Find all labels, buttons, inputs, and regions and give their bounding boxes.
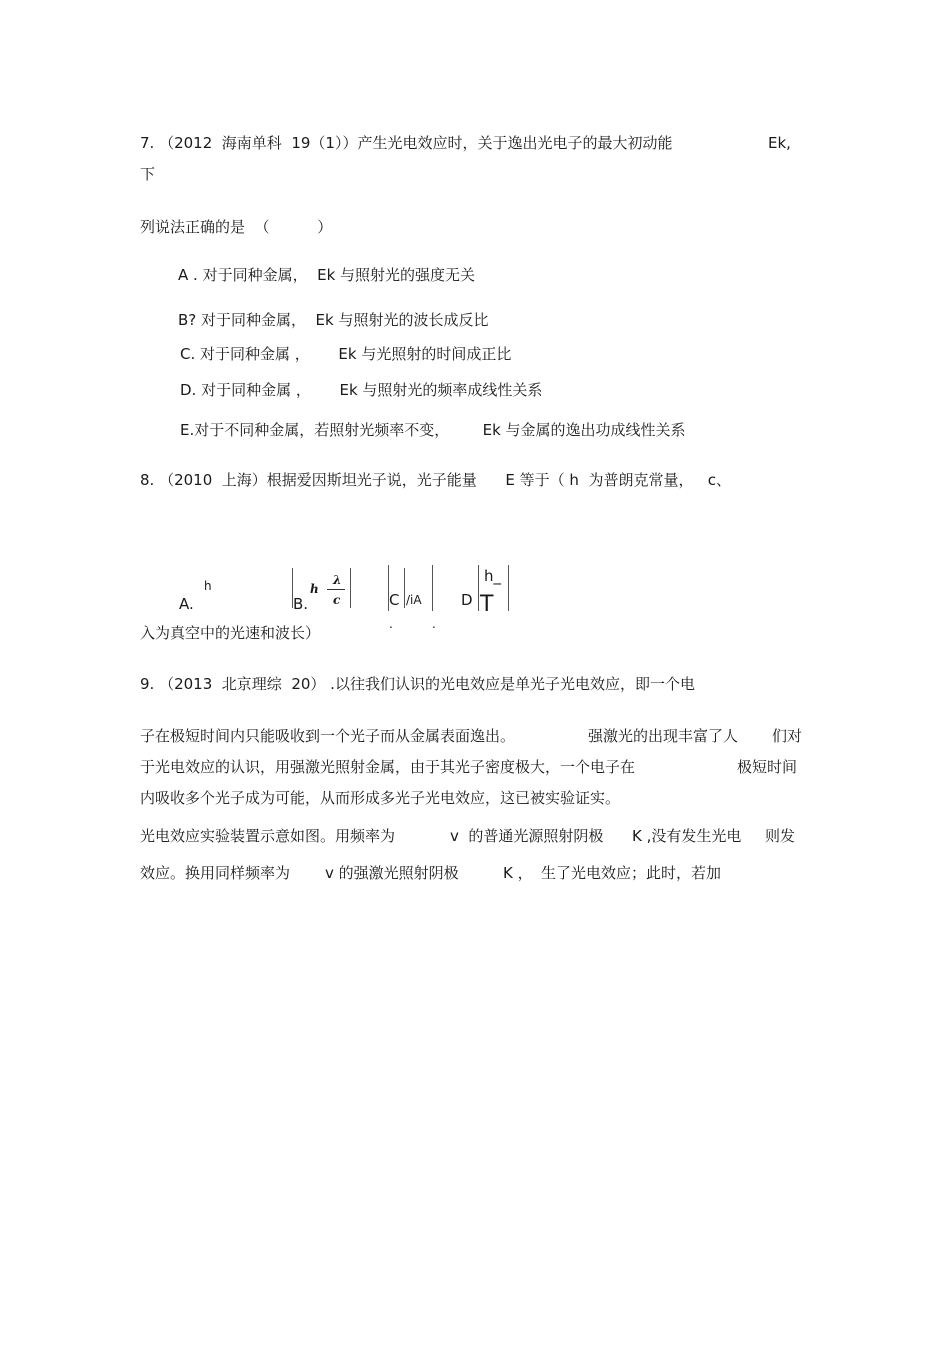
q9-line2c: 们对: [772, 727, 803, 745]
q8-opt-b-bar-right: [350, 568, 351, 608]
q9-line1: 9. （2013 北京理综 20） .以往我们认识的光电效应是单光子光电效应，即一个电: [140, 675, 695, 693]
q8-opt-c-bar-mid: [404, 568, 405, 608]
q9-line5c: K ,没有发生光电: [632, 827, 742, 845]
q9-line6c: K ，: [503, 864, 533, 882]
q7-option-d: D. 对于同种金属 ， Ek 与照射光的频率成线性关系: [180, 381, 543, 399]
q8-opt-c-text: /iA: [406, 593, 422, 607]
q7-line1b: 下: [140, 165, 156, 183]
q9-line6b: v 的强激光照射阴极: [325, 864, 459, 882]
q9-line2a: 子在极短时间内只能吸收到一个光子而从金属表面逸出。: [140, 727, 516, 745]
q7-option-a: A . 对于同种金属， Ek 与照射光的强度无关: [178, 266, 476, 284]
q9-line6a: 效应。换用同样频率为: [140, 864, 291, 882]
q9-line5d: 则发: [765, 827, 796, 845]
q8-opt-c-dot-2: .: [432, 617, 436, 631]
q7-line1: 7. （2012 海南单科 19（1））产生光电效应时，关于逸出光电子的最大初动能: [140, 134, 673, 152]
q9-line6d: 生了光电效应；此时，若加: [541, 864, 722, 882]
q7-option-c: C. 对于同种金属 ， Ek 与光照射的时间成正比: [180, 345, 512, 363]
q8-opt-b-label: B.: [293, 595, 309, 613]
q8-line2: 入为真空中的光速和波长）: [140, 624, 321, 642]
q7-ek: Ek,: [768, 134, 791, 152]
q8-opt-d-bar-right: [508, 565, 509, 611]
q8-line1: 8. （2010 上海）根据爱因斯坦光子说，光子能量 E 等于（ h 为普朗克常量， c、: [140, 471, 732, 489]
q8-opt-c-bar-right: [432, 565, 433, 611]
q7-line2: 列说法正确的是 （ ）: [140, 218, 333, 236]
q7-option-b: B? 对于同种金属， Ek 与照射光的波长成反比: [178, 311, 489, 329]
q8-opt-a-h: h: [204, 579, 212, 593]
q8-opt-c-dot-1: .: [389, 617, 393, 631]
q9-line4: 内吸收多个光子成为可能，从而形成多光子光电效应，这已被实验证实。: [140, 789, 621, 807]
q7-option-e: E.对于不同种金属，若照射光频率不变， Ek 与金属的逸出功成线性关系: [180, 421, 686, 439]
q8-opt-d-bottom: T: [480, 592, 494, 617]
q9-line5b: v 的普通光源照射阴极: [450, 827, 604, 845]
q8-opt-b-num: λ: [333, 573, 342, 587]
q8-opt-c-label: C: [389, 591, 400, 609]
q8-opt-a-label: A.: [179, 595, 194, 613]
q8-opt-b-h: h: [310, 582, 319, 596]
q9-line2b: 强激光的出现丰富了人: [588, 727, 739, 745]
q8-opt-d-bar-left: [478, 565, 479, 611]
q8-opt-d-label: D: [461, 591, 473, 609]
q9-line5a: 光电效应实验装置示意如图。用频率为: [140, 827, 396, 845]
q8-opt-b-den: c: [333, 593, 341, 607]
q8-opt-d-top: h_: [484, 567, 502, 585]
q9-line3b: 极短时间: [737, 758, 798, 776]
q9-line3a: 于光电效应的认识，用强激光照射金属，由于其光子密度极大，一个电子在: [140, 758, 636, 776]
